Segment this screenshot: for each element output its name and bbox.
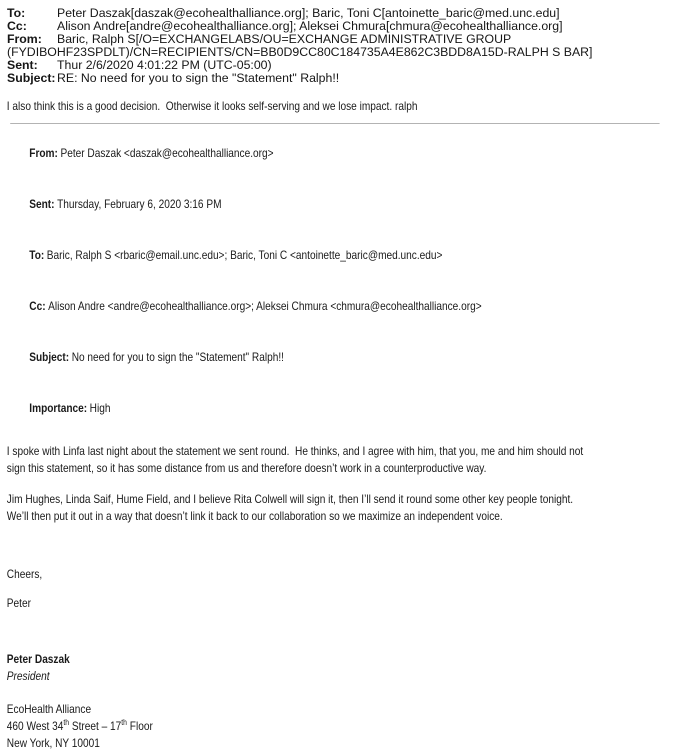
quoted-from-label: From: (29, 146, 58, 160)
importance-value: High (89, 401, 111, 415)
signature-name: Peter Daszak (6, 652, 70, 666)
to-label: To: (7, 6, 26, 20)
paragraph-line: I spoke with Linfa last night about the statement we sent round. He thinks, and I agree with him, that you, me and him should not (6, 444, 584, 458)
paragraph-line: sign this statement, so it has some distance from us and therefore doesn’t work in a counterproductive way. (6, 461, 487, 475)
signoff-name: Peter (6, 596, 31, 610)
from-value: Baric, Ralph S[/O=EXCHANGELABS/OU=EXCHANGE ADMINISTRATIVE GROUP (57, 32, 512, 46)
reply-message-text: I also think this is a good decision. Otherwise it looks self-serving and we lose impact. ralph (6, 99, 418, 113)
quoted-row-cc (7, 281, 679, 332)
quoted-row-from (7, 128, 679, 179)
quoted-subject-value: No need for you to sign the "Statement" Ralph!! (71, 350, 284, 364)
to-value: Peter Daszak[daszak@ecohealthalliance.org]; Baric, Toni C[antoinette_baric@med.unc.edu] (57, 6, 560, 20)
quoted-cc-value: Alison Andre <andre@ecohealthalliance.org>; Aleksei Chmura <chmura@ecohealthalliance.org> (48, 299, 482, 313)
cc-label: Cc: (7, 19, 27, 33)
subject-label: Subject: (7, 71, 56, 85)
quoted-row-sent (7, 179, 679, 230)
address-part: Floor (126, 719, 153, 733)
address-part: 460 West 34 (6, 719, 64, 733)
quoted-row-subject (7, 332, 679, 383)
signature-organization: EcoHealth Alliance (6, 702, 92, 716)
cc-value: Alison Andre[andre@ecohealthalliance.org]; Aleksei Chmura[chmura@ecohealthalliance.org] (57, 19, 563, 33)
signature-title: President (6, 669, 50, 683)
from-label: From: (7, 32, 42, 46)
signature-block (7, 651, 679, 752)
email-transport-header (0, 0, 680, 85)
closing-text: Cheers, (6, 567, 43, 581)
body-paragraph-2 (7, 491, 679, 525)
quoted-from-value: Peter Daszak <daszak@ecohealthalliance.org> (60, 146, 274, 160)
quoted-subject-label: Subject: (29, 350, 70, 364)
address-ordinal: th (63, 718, 70, 728)
quoted-to-value: Baric, Ralph S <rbaric@email.unc.edu>; Baric, Toni C <antoinette_baric@med.unc.edu> (46, 248, 443, 262)
address-part: Street – 17 (69, 719, 122, 733)
importance-label: Importance: (29, 401, 88, 415)
body-paragraph-1 (7, 443, 679, 477)
header-row-subject (7, 72, 674, 85)
sent-label: Sent: (7, 58, 38, 72)
quoted-message-divider (10, 123, 659, 124)
sent-value: Thur 2/6/2020 4:01:22 PM (UTC-05:00) (57, 58, 272, 72)
paragraph-line: We’ll then put it out in a way that doesn’t link it back to our collaboration so we maximize an independent voice. (6, 509, 503, 523)
email-content (0, 99, 678, 752)
quoted-row-to (7, 230, 679, 281)
paragraph-line: Jim Hughes, Linda Saif, Hume Field, and I believe Rita Colwell will sign it, then I’ll send it round some other key people tonight. (6, 492, 574, 506)
from-value-continuation: (FYDIBOHF23SPDLT)/CN=RECIPIENTS/CN=BB0D9CC80C184735A4E862C3BDD8A15D-RALPH S BAR] (7, 45, 593, 59)
quoted-to-label: To: (29, 248, 45, 262)
quoted-cc-label: Cc: (29, 299, 46, 313)
quoted-sent-value: Thursday, February 6, 2020 3:16 PM (57, 197, 222, 211)
quoted-email-header (7, 128, 679, 434)
quoted-sent-label: Sent: (29, 197, 55, 211)
signature-address (7, 718, 679, 735)
address-ordinal: th (121, 718, 127, 728)
quoted-row-importance (7, 383, 679, 434)
signature-city: New York, NY 10001 (6, 736, 100, 750)
subject-value: RE: No need for you to sign the "Statement" Ralph!! (57, 71, 340, 85)
